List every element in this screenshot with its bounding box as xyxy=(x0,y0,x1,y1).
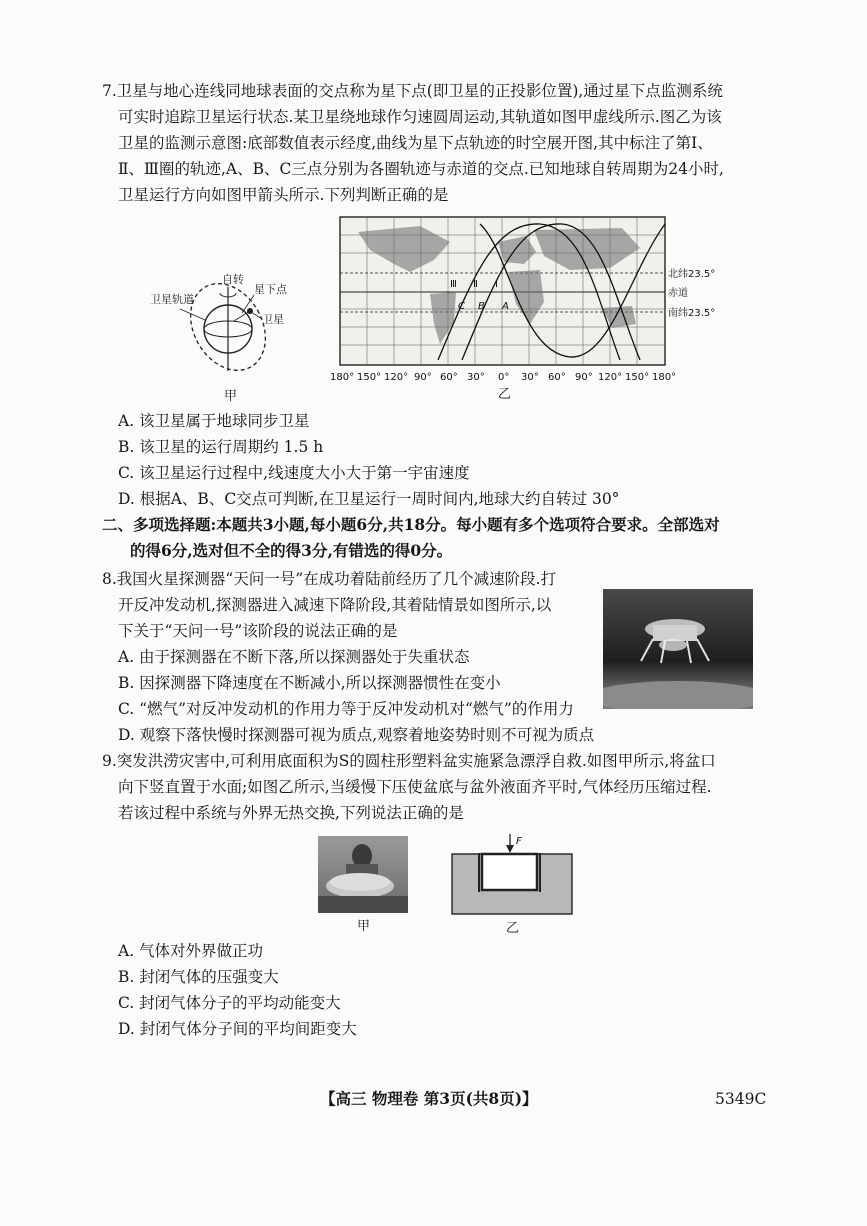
q7-line-4: Ⅱ、Ⅲ圈的轨迹,A、B、C三点分别为各圈轨迹与赤道的交点.已知地球自转周期为24小时, xyxy=(118,160,724,178)
point-label-b: B xyxy=(478,301,485,312)
yi-caption: 乙 xyxy=(498,387,512,402)
q8-line-3: 下关于“天问一号”该阶段的说法正确的是 xyxy=(118,622,398,640)
lon-label: 150° xyxy=(357,372,382,383)
figure-yi xyxy=(330,212,725,402)
lon-label: 180° xyxy=(330,372,355,383)
q8-line-1: 8.我国火星探测器“天问一号”在成功着陆前经历了几个减速阶段.打 xyxy=(102,570,557,588)
jia-label-rotation: 自转 xyxy=(222,273,244,286)
force-label: F xyxy=(516,836,522,847)
q9-caption-jia: 甲 xyxy=(357,919,371,934)
lon-label: 180° xyxy=(652,372,677,383)
lon-label: 0° xyxy=(498,372,510,383)
q7-line-5: 卫星运行方向如图甲箭头所示.下列判断正确的是 xyxy=(118,186,449,204)
jia-caption: 甲 xyxy=(224,389,238,404)
lon-label: 120° xyxy=(384,372,409,383)
point-label-a: A xyxy=(502,301,509,312)
section2-line-1: 二、多项选择题:本题共3小题,每小题6分,共18分。每小题有多个选项符合要求。全部选对 xyxy=(102,515,720,534)
lat-label-equator: 赤道 xyxy=(668,288,688,299)
section2-line-2: 的得6分,选对但不全的得3分,有错选的得0分。 xyxy=(130,541,453,560)
q7-line-1: 7.卫星与地心连线同地球表面的交点称为星下点(即卫星的正投影位置),通过星下点监测系统 xyxy=(102,82,723,100)
lon-label: 30° xyxy=(521,372,539,383)
lon-label: 60° xyxy=(548,372,566,383)
q8-option-c: C. “燃气”对反冲发动机的作用力等于反冲发动机对“燃气”的作用力 xyxy=(118,700,574,718)
basin-diagram xyxy=(450,832,575,917)
lon-label: 120° xyxy=(598,372,623,383)
q8-option-b: B. 因探测器下降速度在不断减小,所以探测器惯性在变小 xyxy=(118,674,501,692)
lon-label: 30° xyxy=(467,372,485,383)
page-footer: 【高三 物理卷 第3页(共8页)】 xyxy=(320,1089,538,1108)
lon-label: 90° xyxy=(575,372,593,383)
q7-option-b: B. 该卫星的运行周期约 1.5 h xyxy=(118,438,324,456)
basin-photo xyxy=(318,836,408,913)
lat-label-north: 北纬23.5° xyxy=(668,269,716,280)
lat-label-south: 南纬23.5° xyxy=(668,308,716,319)
q8-option-a: A. 由于探测器在不断下落,所以探测器处于失重状态 xyxy=(118,648,470,666)
q7-option-a: A. 该卫星属于地球同步卫星 xyxy=(118,412,310,430)
jia-label-orbit: 卫星轨道 xyxy=(150,293,194,306)
q8-option-d: D. 观察下落快慢时探测器可视为质点,观察着地姿势时则不可视为质点 xyxy=(118,726,595,744)
q9-option-b: B. 封闭气体的压强变大 xyxy=(118,968,279,986)
track-label-i: Ⅰ xyxy=(495,279,498,290)
figure-jia xyxy=(150,265,300,410)
jia-label-satellite: 卫星 xyxy=(262,313,284,326)
q9-option-a: A. 气体对外界做正功 xyxy=(118,942,264,960)
q9-line-3: 若该过程中系统与外界无热交换,下列说法正确的是 xyxy=(118,804,464,822)
exam-code: 5349C xyxy=(715,1090,767,1108)
jia-label-subpoint: 星下点 xyxy=(254,283,287,296)
lon-label: 90° xyxy=(414,372,432,383)
lander-photo xyxy=(603,589,753,709)
track-label-ii: Ⅱ xyxy=(473,279,478,290)
q9-option-d: D. 封闭气体分子间的平均间距变大 xyxy=(118,1020,357,1038)
q7-option-d: D. 根据A、B、C交点可判断,在卫星运行一周时间内,地球大约自转过 30° xyxy=(118,490,620,508)
point-label-c: C xyxy=(458,301,465,312)
q9-line-1: 9.突发洪涝灾害中,可利用底面积为S的圆柱形塑料盆实施紧急漂浮自救.如图甲所示,将盆口 xyxy=(102,752,716,770)
q7-option-c: C. 该卫星运行过程中,线速度大小大于第一宇宙速度 xyxy=(118,464,470,482)
lon-label: 60° xyxy=(440,372,458,383)
track-label-iii: Ⅲ xyxy=(450,279,457,290)
lon-label: 150° xyxy=(625,372,650,383)
q7-line-2: 可实时追踪卫星运行状态.某卫星绕地球作匀速圆周运动,其轨道如图甲虚线所示.图乙为该 xyxy=(118,108,722,126)
q7-line-3: 卫星的监测示意图:底部数值表示经度,曲线为星下点轨迹的时空展开图,其中标注了第Ⅰ、 xyxy=(118,134,713,152)
q8-line-2: 开反冲发动机,探测器进入减速下降阶段,其着陆情景如图所示,以 xyxy=(118,596,552,614)
q9-line-2: 向下竖直置于水面;如图乙所示,当缓慢下压使盆底与盆外液面齐平时,气体经历压缩过程. xyxy=(118,778,712,796)
q9-option-c: C. 封闭气体分子的平均动能变大 xyxy=(118,994,341,1012)
q9-caption-yi: 乙 xyxy=(506,921,520,936)
